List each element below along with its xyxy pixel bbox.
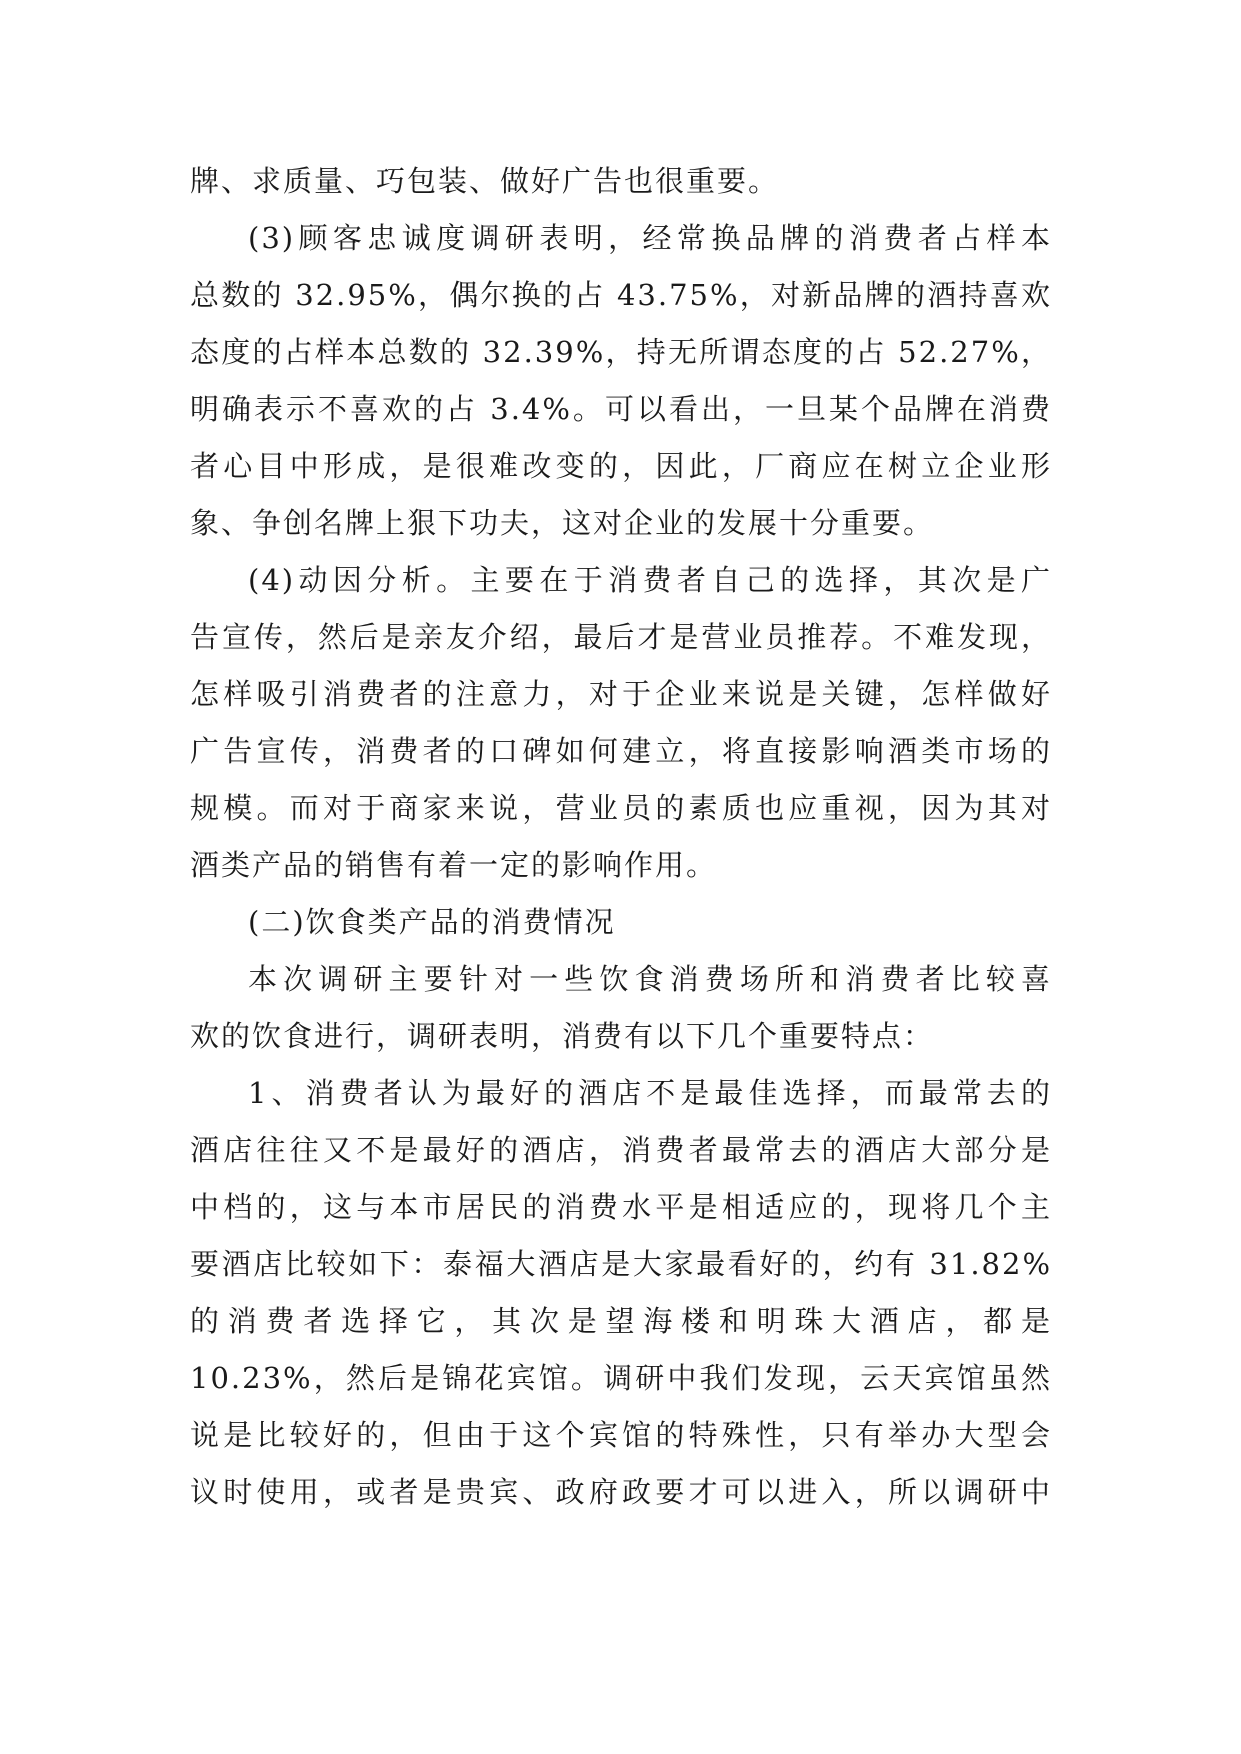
text-line: 中档的，这与本市居民的消费水平是相适应的，现将几个主 bbox=[190, 1190, 1052, 1224]
text-line: 怎样吸引消费者的注意力，对于企业来说是关键，怎样做好 bbox=[190, 677, 1052, 711]
text-line: 象、争创名牌上狠下功夫，这对企业的发展十分重要。 bbox=[190, 506, 935, 540]
text-line: 态度的占样本总数的 32.39%，持无所谓态度的占 52.27%， bbox=[190, 335, 1052, 369]
text-line: 者心目中形成，是很难改变的，因此，厂商应在树立企业形 bbox=[190, 449, 1052, 483]
text-line: 酒店往往又不是最好的酒店，消费者最常去的酒店大部分是 bbox=[190, 1133, 1052, 1167]
text-line: 本次调研主要针对一些饮食消费场所和消费者比较喜 bbox=[248, 962, 1052, 996]
text-line: 酒类产品的销售有着一定的影响作用。 bbox=[190, 848, 718, 882]
text-line: 告宣传，然后是亲友介绍，最后才是营业员推荐。不难发现， bbox=[190, 620, 1052, 654]
text-line: 牌、求质量、巧包装、做好广告也很重要。 bbox=[190, 164, 780, 198]
text-line: 广告宣传，消费者的口碑如何建立，将直接影响酒类市场的 bbox=[190, 734, 1052, 768]
text-line: 的消费者选择它，其次是望海楼和明珠大酒店，都是 bbox=[190, 1304, 1052, 1338]
text-line: 明确表示不喜欢的占 3.4%。可以看出，一旦某个品牌在消费 bbox=[190, 392, 1052, 426]
text-line: 10.23%，然后是锦花宾馆。调研中我们发现，云天宾馆虽然 bbox=[190, 1361, 1052, 1395]
section-heading: (二)饮食类产品的消费情况 bbox=[248, 905, 616, 939]
text-line: (3)顾客忠诚度调研表明，经常换品牌的消费者占样本 bbox=[248, 221, 1052, 255]
text-line: 要酒店比较如下：泰福大酒店是大家最看好的，约有 31.82% bbox=[190, 1247, 1052, 1281]
text-line: 1、消费者认为最好的酒店不是最佳选择，而最常去的 bbox=[248, 1076, 1052, 1110]
body-text bbox=[190, 153, 1052, 1521]
text-line: (4)动因分析。主要在于消费者自己的选择，其次是广 bbox=[248, 563, 1052, 597]
text-line: 议时使用，或者是贵宾、政府政要才可以进入，所以调研中 bbox=[190, 1475, 1052, 1509]
text-line: 说是比较好的，但由于这个宾馆的特殊性，只有举办大型会 bbox=[190, 1418, 1052, 1452]
text-line: 规模。而对于商家来说，营业员的素质也应重视，因为其对 bbox=[190, 791, 1052, 825]
text-line: 欢的饮食进行，调研表明，消费有以下几个重要特点： bbox=[190, 1019, 935, 1053]
text-line: 总数的 32.95%，偶尔换的占 43.75%，对新品牌的酒持喜欢 bbox=[190, 278, 1052, 312]
